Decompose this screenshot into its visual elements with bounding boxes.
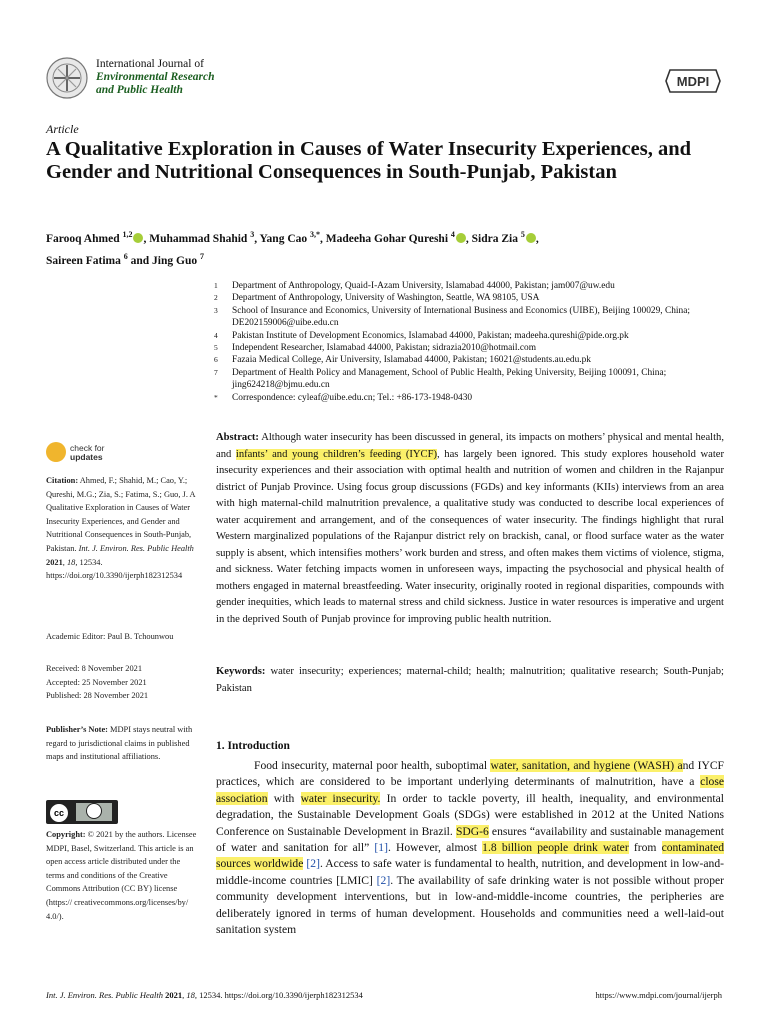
correspondence-item [210, 392, 730, 404]
orcid-icon[interactable] [456, 233, 466, 243]
cc-icon: cc [49, 803, 69, 823]
citation-volume: 18 [66, 557, 76, 567]
footer-citation: Int. J. Environ. Res. Public Health 2021, 18, 12534. https://doi.org/10.3390/ijerph182312534 [46, 990, 363, 1000]
author-name[interactable]: Jing Guo [152, 254, 198, 267]
author-name[interactable]: Farooq Ahmed [46, 232, 120, 245]
affiliation-item [210, 330, 730, 342]
intro-text: with [267, 791, 301, 805]
affiliation-item [210, 292, 730, 304]
intro-text: from [628, 841, 662, 855]
keywords [216, 664, 724, 697]
check-updates-label [70, 444, 105, 462]
affiliation-text: Independent Researcher, Islamabad 44000, Pakistan; sidrazia2010@hotmail.com [232, 343, 537, 354]
intro-highlight: close association [216, 775, 724, 805]
author-affil-sup: 1,2 [122, 230, 133, 239]
intro-text: . Access to safe water is fundamental to health, nutrition, and development in low-and-middle-income countries [LMIC] [216, 857, 724, 887]
author-name[interactable]: Muhammad Shahid [149, 232, 248, 245]
footer-journal: Int. J. Environ. Res. Public Health [46, 990, 164, 1000]
check-updates-line2: updates [70, 452, 103, 462]
footer-volume: 18 [186, 990, 195, 1000]
reference-link[interactable]: [1] [374, 841, 388, 855]
footer-year: 2021 [165, 990, 183, 1000]
affiliation-text: Department of Health Policy and Management, School of Public Health, Peking University, Beijing 100091, China; jing624218@bjmu.edu.cn [232, 367, 667, 391]
affiliation-item [210, 305, 730, 330]
publisher-note [46, 723, 198, 764]
affiliation-number: 7 [214, 367, 218, 377]
orcid-icon[interactable] [526, 233, 536, 243]
abstract-text: , has largely been ignored. This study explores household water insecurity experiences and their association with optimal health and nutrition of women and children in the Rajanpur district of Punjab Province. Using focus group discussions (FGDs) and key informants (KIIs) interviews from an area with high maternal-child malnutrition prevalence, a qualitative study was conducted to describe local experiences of water acquirement and arrangement, and of the consequences of water insecurity. The findings highlight that rural Western marginalized populations of the Rajanpur district rely on brackish, canal, or flood surface water as the water supply is absent, which intensifies mothers’ work burden and stress, and often makes them victims of violence, stigma, and sickness. Water fetching impacts women in unforeseen ways, impacting the psychosocial and physical health of mothers engaged in maternal breastfeeding. Water insecurity, originally rooted in regional disparities, compounds with gender inequities, which leads to maternal stress and child sickness. Justice in water resources is imperative and urgent in the deprived South of Punjab province for improving public health nutrition. [216, 448, 724, 625]
publisher-note-label: Publisher’s Note: [46, 725, 108, 734]
academic-editor: Academic Editor: Paul B. Tchounwou [46, 632, 174, 641]
affiliation-number: 3 [214, 305, 218, 315]
affiliation-text: Department of Anthropology, University of Washington, Seattle, WA 98105, USA [232, 293, 540, 304]
abstract-text: Although water insecurity has been discussed in general, its impacts on mothers’ physical and mental health, and [216, 432, 724, 460]
journal-name-line3: and Public Health [96, 84, 183, 96]
affiliation-number: 5 [214, 343, 218, 353]
affiliation-item [210, 367, 730, 392]
dates-block [46, 662, 198, 703]
footer-journal-url[interactable]: https://www.mdpi.com/journal/ijerph [595, 990, 722, 1000]
citation-year: 2021 [46, 557, 63, 567]
author-affil-sup: 4 [450, 230, 455, 239]
publisher-name: MDPI [676, 74, 710, 89]
intro-highlight: contaminated sources worldwide [216, 841, 725, 871]
affiliations [210, 280, 730, 404]
received-date: Received: 8 November 2021 [46, 664, 143, 673]
intro-text: In order to tackle poverty, ill health, inequality, and environmental degradation, the Sustainable Development Goals (SDGs) were established in 2012 at the United Nations Conference on Sustainable Development in Brazil. [216, 791, 724, 838]
citation-text: Ahmed, F.; Shahid, M.; Cao, Y.; Qureshi, M.G.; Zia, S.; Fatima, S.; Guo, J. A Qualitative Exploration in Causes of Water Insecurity Experiences, and Gender and Nutritional Consequences in South-Punjab, Pakistan. [46, 476, 196, 553]
check-updates-icon [46, 442, 66, 462]
reference-link[interactable]: [2] [376, 873, 391, 887]
article-title: A Qualitative Exploration in Causes of Water Insecurity Experiences, and Gender and Nutritional Consequences in South-Punjab, Pakistan [46, 138, 692, 183]
affiliation-text: Department of Anthropology, Quaid-I-Azam University, Islamabad 44000, Pakistan; jam007@uw.edu [232, 281, 615, 291]
cc-by-license-icon[interactable] [46, 800, 118, 824]
abstract [216, 430, 724, 628]
mdpi-logo-icon [664, 66, 722, 96]
author-affil-sup: 3,* [310, 230, 321, 239]
affiliation-number: 4 [214, 330, 218, 340]
intro-highlight: SDG-6 [455, 824, 489, 838]
author-affil-sup: 3 [250, 230, 255, 239]
abstract-highlight: infants’ and young children’s feeding (IYCF) [235, 448, 438, 460]
check-for-updates-button[interactable] [46, 440, 136, 466]
citation-label: Citation: [46, 476, 79, 485]
keywords-text: water insecurity; experiences; maternal-child; health; malnutrition; qualitative research; South-Punjab; Pakistan [216, 666, 724, 694]
author-list: Farooq Ahmed $^{1,2}$ , Muhammad Shahid $^3$, Yang Cao $^{3,*}$, Madeeha Gohar Qureshi $^4$ , Sidra Zia $^5$ , Saireen Fatima $^6$ and Jing Guo $^7$ [46, 230, 539, 267]
author-name[interactable]: Madeeha Gohar Qureshi [325, 232, 449, 245]
reference-link[interactable]: [2] [306, 857, 320, 871]
author-name[interactable]: Yang Cao [259, 232, 308, 245]
affiliation-text: Pakistan Institute of Development Economics, Islamabad 44000, Pakistan; madeeha.qureshi@pide.org.pk [232, 330, 629, 341]
publisher-note-text: MDPI stays neutral with regard to jurisdictional claims in published maps and institutional affiliations. [46, 725, 193, 762]
affiliation-item [210, 354, 730, 366]
affiliation-item [210, 342, 730, 354]
orcid-icon[interactable] [133, 233, 143, 243]
journal-logo-icon [46, 57, 88, 99]
author-name[interactable]: Sidra Zia [471, 232, 518, 245]
author-name[interactable]: Saireen Fatima [46, 254, 121, 267]
author-affil-sup: 5 [520, 230, 525, 239]
intro-highlight: water insecurity. [300, 791, 381, 805]
author-affil-sup: 7 [199, 251, 204, 261]
journal-name [96, 58, 215, 97]
affiliation-number: 1 [214, 281, 218, 290]
author-and: and [130, 254, 150, 267]
copyright-block [46, 828, 198, 923]
correspondence-text: Correspondence: cyleaf@uibe.edu.cn; Tel.: +86-173-1948-0430 [232, 392, 473, 403]
article-type: Article [46, 122, 79, 136]
intro-text: . However, almost [387, 841, 483, 855]
keywords-label: Keywords: [216, 666, 266, 677]
author-affil-sup: 6 [123, 251, 128, 261]
accepted-date: Accepted: 25 November 2021 [46, 677, 147, 687]
abstract-label: Abstract: [216, 432, 259, 443]
affiliation-number: 6 [214, 355, 218, 365]
person-icon [86, 803, 102, 819]
check-updates-line1: check for [70, 443, 105, 453]
intro-text: nd IYCF practices, which are considered to be important underlying determinants of malnutrition, have a [216, 759, 724, 789]
journal-name-line1: International Journal of [96, 58, 204, 70]
copyright-label: Copyright: [46, 830, 86, 839]
affiliation-text: Fazaia Medical College, Air University, Islamabad 44000, Pakistan; 16021@students.au.edu.pk [232, 355, 591, 366]
intro-highlight: 1.8 billion people drink water [482, 841, 629, 855]
published-date: Published: 28 November 2021 [46, 691, 149, 701]
journal-name-line2: Environmental Research [96, 71, 215, 83]
citation-journal: Int. J. Environ. Res. Public Health [78, 543, 194, 553]
affiliation-text: School of Insurance and Economics, University of International Business and Economics (UIBE), Beijing 100029, China; DE202159006@uibe.edu.cn [232, 305, 690, 329]
copyright-text: © 2021 by the authors. Licensee MDPI, Basel, Switzerland. This article is an open access article distributed under the terms and conditions of the Creative Commons Attribution (CC BY) license (https:// creativecommons.org/licenses/by/ 4.0/). [46, 830, 197, 921]
citation-doi[interactable]: , 12534. https://doi.org/10.3390/ijerph182312534 [46, 557, 183, 581]
footer-doi[interactable]: , 12534. https://doi.org/10.3390/ijerph182312534 [194, 990, 363, 1000]
citation-block: Citation: Ahmed, F.; Shahid, M.; Cao, Y.; Qureshi, M.G.; Zia, S.; Fatima, S.; Guo, J. A Qualitative Exploration in Causes of Water Insecurity Experiences, and Gender and Nutritional Consequences in South-Punjab, Pakistan. Int. J. Environ. Res. Public Health 2021, 18, 12534. https://doi.org/10.3390/ijerph182312534 [46, 476, 196, 581]
intro-text: ensures “availability and sustainable management of water and sanitation for all” [216, 824, 724, 855]
affiliation-number: 2 [214, 293, 218, 303]
section-heading: 1. Introduction [216, 740, 290, 752]
intro-highlight: water, sanitation, and hygiene (WASH) a [490, 759, 683, 772]
intro-text: Food insecurity, maternal poor health, suboptimal [254, 759, 491, 772]
affiliation-number: * [214, 392, 218, 402]
intro-text: . The availability of safe drinking water is not possible without proper community development interventions, but in low-and-middle-income countries, the peripheries are deliberately ignored in terms of human development. Households and communities need a well-laid-out sanitation system [216, 873, 724, 937]
affiliation-item [210, 280, 730, 292]
introduction-paragraph [216, 758, 724, 938]
